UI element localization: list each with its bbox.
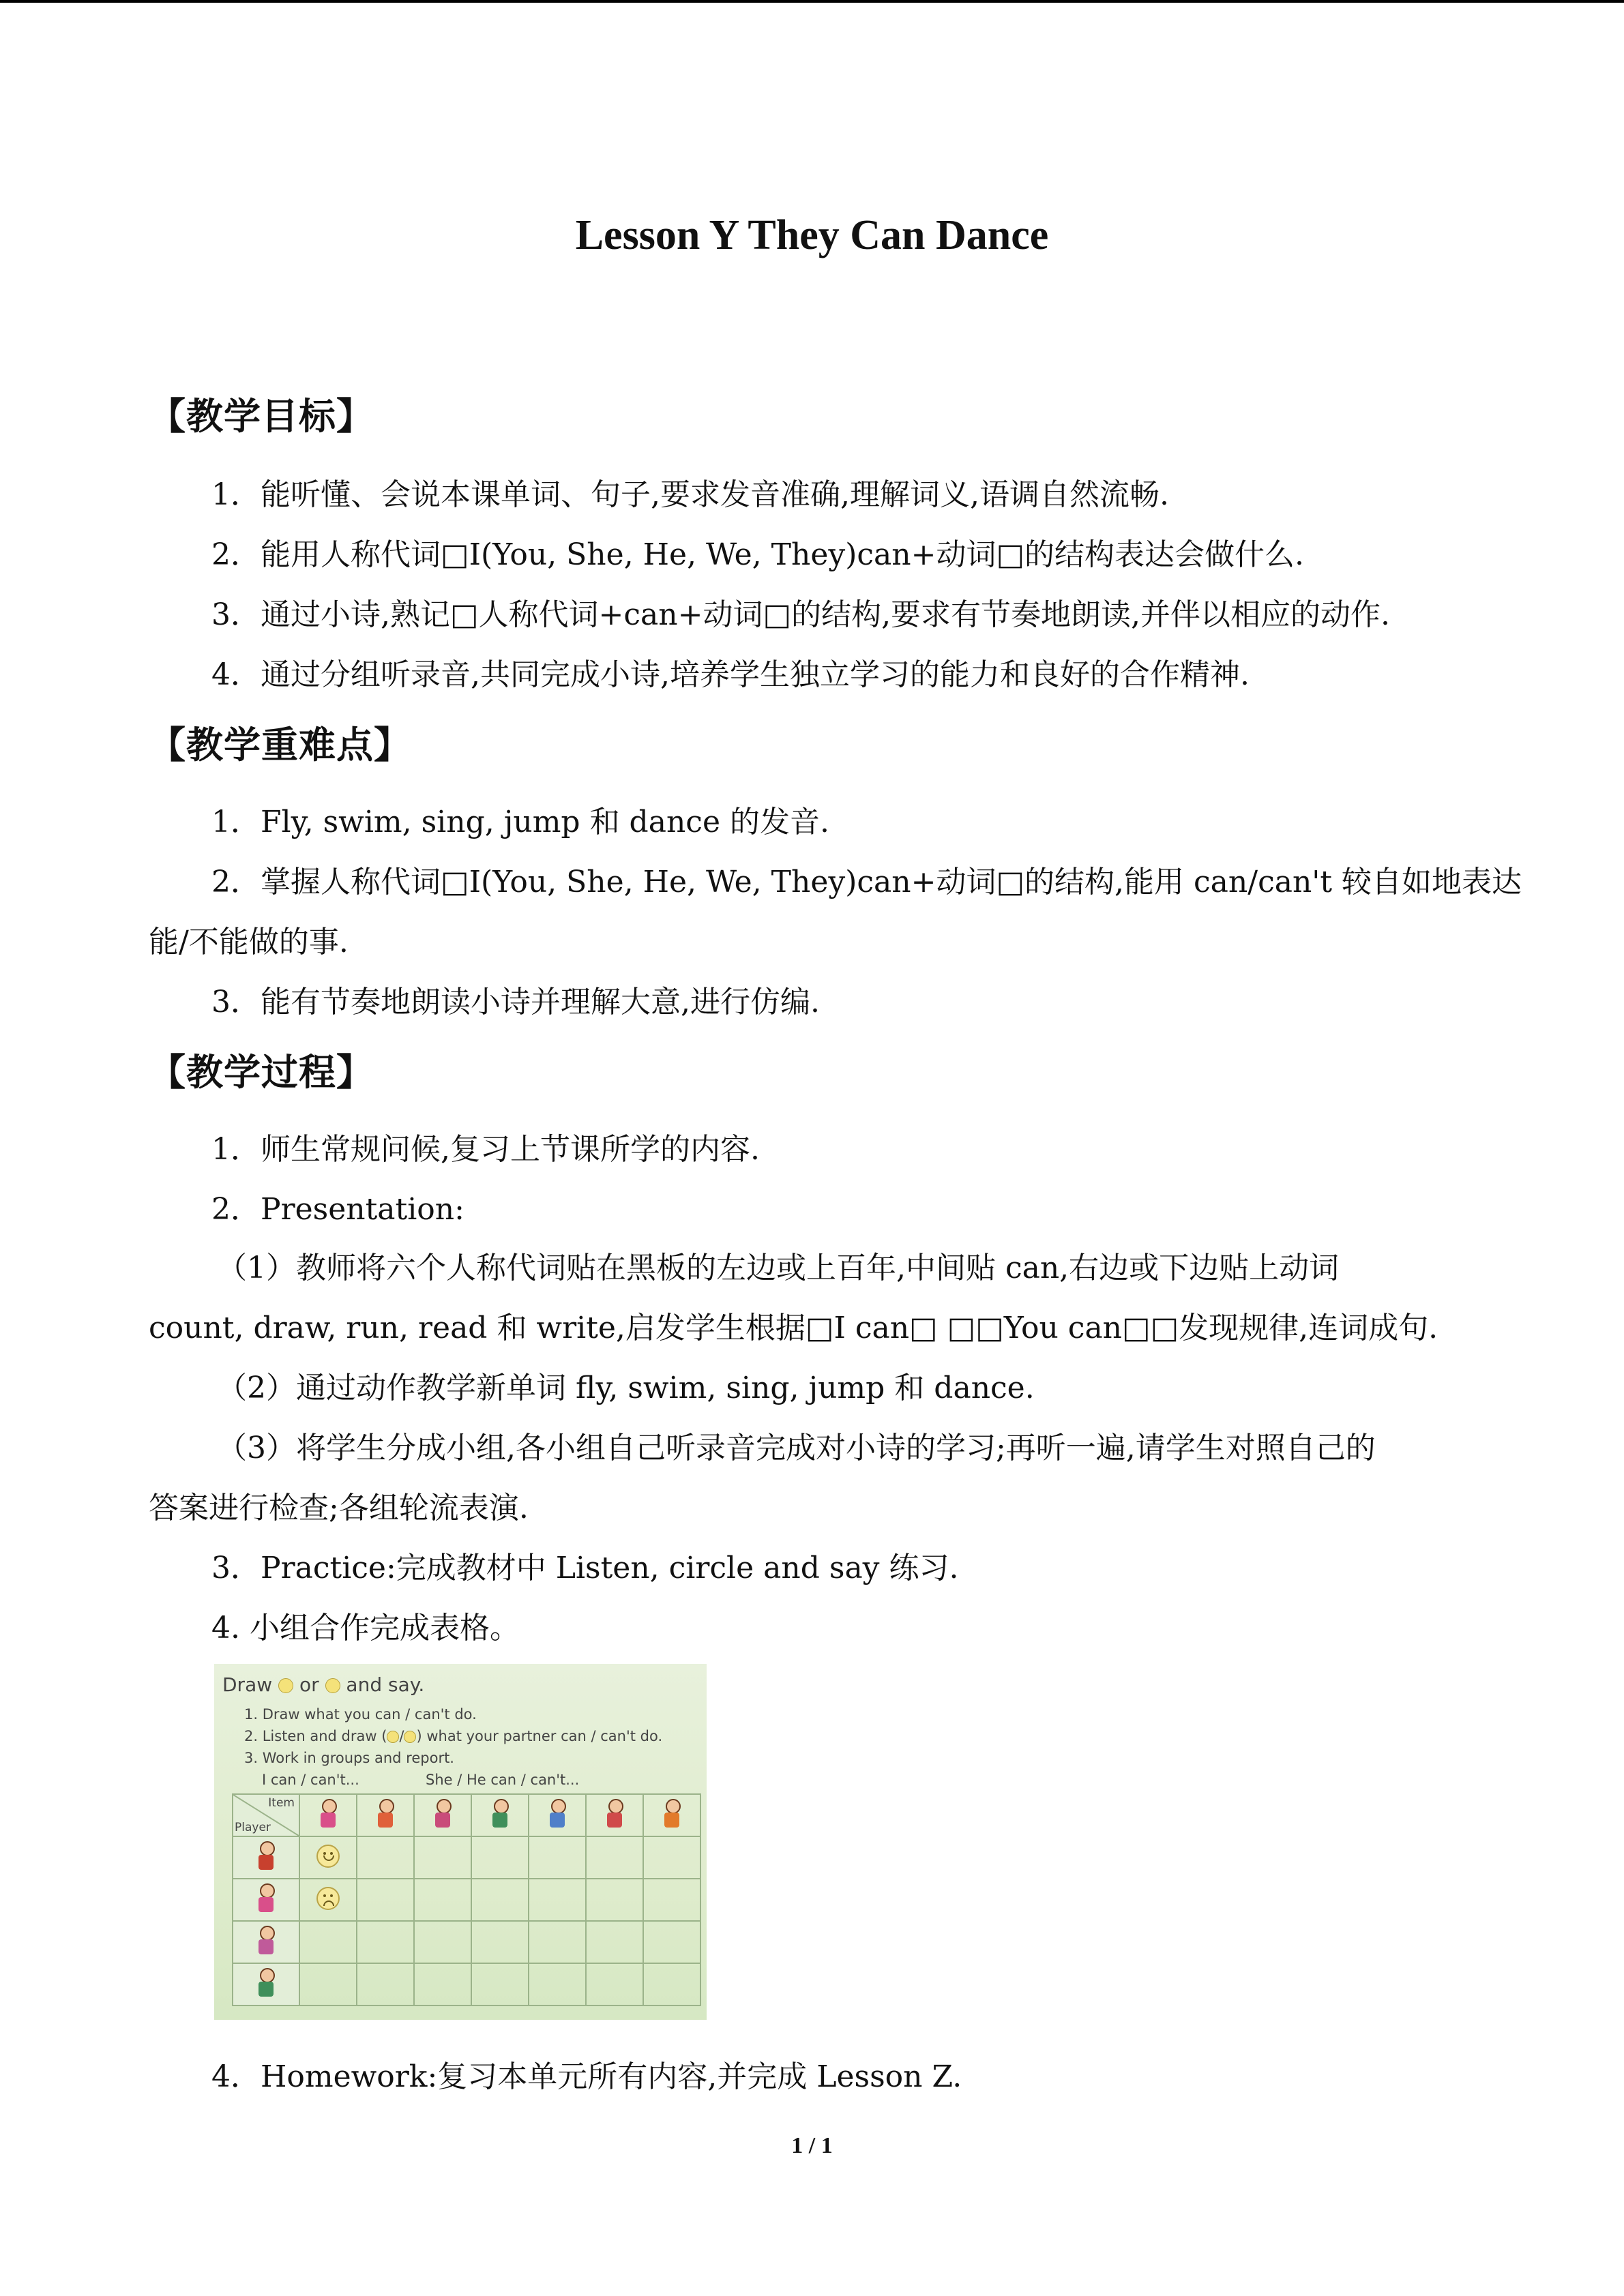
process-substep-continued: count, draw, run, read 和 write,启发学生根据□I can□ □□You can□□发现规律,连词成句. (149, 1311, 1438, 1345)
process-substep: （3）将学生分成小组,各小组自己听录音完成对小诗的学习;再听一遍,请学生对照自己的 (217, 1431, 1376, 1465)
sad-face-icon (316, 1887, 340, 1910)
answer-cell[interactable] (299, 1836, 357, 1879)
answer-cell[interactable] (357, 1963, 414, 2006)
answer-cell[interactable] (586, 1963, 643, 2006)
figure-title-text: or (299, 1673, 319, 1696)
process-step: 1．师生常规问候,复习上节课所学的内容. (211, 1132, 760, 1167)
item-header-cell (529, 1794, 586, 1836)
item-header-cell (414, 1794, 471, 1836)
figure-label-left: I can / can't... (262, 1772, 359, 1788)
answer-cell[interactable] (643, 1836, 700, 1879)
page-title: Lesson Y They Can Dance (575, 212, 1049, 258)
activity-figure-icon (660, 1799, 683, 1829)
answer-cell[interactable] (357, 1836, 414, 1879)
process-step: 2．Presentation: (211, 1192, 464, 1227)
activity-table (232, 1793, 701, 2006)
top-border (0, 0, 1624, 3)
figure-label-right: She / He can / can't... (426, 1772, 580, 1788)
process-step: 4. 小组合作完成表格。 (211, 1611, 520, 1645)
answer-cell[interactable] (471, 1963, 529, 2006)
objective-item: 2．能用人称代词□I(You, She, He, We, They)can+动词□的结构表达会做什么. (211, 537, 1305, 572)
sad-face-icon (325, 1678, 340, 1693)
player-cell (233, 1963, 299, 2006)
activity-figure-icon (546, 1799, 569, 1829)
activity-figure-icon (374, 1799, 397, 1829)
answer-cell[interactable] (414, 1963, 471, 2006)
process-substep: （2）通过动作教学新单词 fly, swim, sing, jump 和 dance. (217, 1371, 1035, 1405)
textbook-figure (214, 1664, 707, 2020)
process-substep: （1）教师将六个人称代词贴在黑板的左边或上百年,中间贴 can,右边或下边贴上动词 (217, 1251, 1340, 1285)
key-point-item: 3．能有节奏地朗读小诗并理解大意,进行仿编. (211, 985, 820, 1019)
answer-cell[interactable] (299, 1963, 357, 2006)
activity-figure-icon (431, 1799, 454, 1829)
player-figure-icon (254, 1968, 278, 1998)
smile-face-icon (278, 1678, 293, 1693)
figure-step: 3. Work in groups and report. (244, 1750, 454, 1766)
answer-cell[interactable] (529, 1836, 586, 1879)
answer-cell[interactable] (471, 1921, 529, 1963)
figure-title (222, 1673, 424, 1696)
answer-cell[interactable] (414, 1921, 471, 1963)
answer-cell[interactable] (643, 1963, 700, 2006)
corner-item-label: Item (268, 1796, 295, 1810)
process-step: 3．Practice:完成教材中 Listen, circle and say 练习. (211, 1551, 959, 1585)
answer-cell[interactable] (357, 1879, 414, 1921)
answer-cell[interactable] (586, 1836, 643, 1879)
objective-item: 1．能听懂、会说本课单词、句子,要求发音准确,理解词义,语调自然流畅. (211, 477, 1169, 512)
activity-figure-icon (603, 1799, 626, 1829)
answer-cell[interactable] (586, 1879, 643, 1921)
item-header-cell (586, 1794, 643, 1836)
key-point-item: 1．Fly, swim, sing, jump 和 dance 的发音. (211, 805, 829, 839)
figure-title-text: and say. (346, 1673, 425, 1696)
section-heading-key-points: 【教学重难点】 (149, 724, 411, 766)
smile-face-icon (316, 1845, 340, 1868)
key-point-item-continued: 能/不能做的事. (149, 925, 349, 959)
objective-item: 3．通过小诗,熟记□人称代词+can+动词□的结构,要求有节奏地朗读,并伴以相应的动作. (211, 597, 1391, 632)
player-cell (233, 1921, 299, 1963)
answer-cell[interactable] (529, 1879, 586, 1921)
figure-instructions (244, 1703, 662, 1769)
player-cell (233, 1836, 299, 1879)
player-figure-icon (254, 1841, 278, 1871)
answer-cell[interactable] (299, 1921, 357, 1963)
smile-face-icon (387, 1731, 399, 1743)
figure-step: 1. Draw what you can / can't do. (244, 1706, 477, 1723)
answer-cell[interactable] (643, 1921, 700, 1963)
figure-step: 2. Listen and draw ( / ) what your partner can / can't do. (244, 1728, 663, 1744)
answer-cell[interactable] (357, 1921, 414, 1963)
answer-cell[interactable] (529, 1921, 586, 1963)
figure-title-text: Draw (222, 1673, 273, 1696)
key-point-item: 2．掌握人称代词□I(You, She, He, We, They)can+动词□的结构,能用 can/can't 较自如地表达 (211, 865, 1522, 899)
player-cell (233, 1879, 299, 1921)
item-header-cell (643, 1794, 700, 1836)
objective-item: 4．通过分组听录音,共同完成小诗,培养学生独立学习的能力和良好的合作精神. (211, 657, 1250, 692)
table-corner-cell (233, 1794, 299, 1836)
answer-cell[interactable] (299, 1879, 357, 1921)
section-heading-objectives: 【教学目标】 (149, 395, 374, 438)
item-header-cell (471, 1794, 529, 1836)
answer-cell[interactable] (414, 1836, 471, 1879)
figure-step-text: 2. Listen and draw ( (244, 1728, 387, 1744)
process-step: 4．Homework:复习本单元所有内容,并完成 Lesson Z. (211, 2059, 962, 2094)
answer-cell[interactable] (586, 1921, 643, 1963)
player-figure-icon (254, 1926, 278, 1956)
item-header-cell (357, 1794, 414, 1836)
answer-cell[interactable] (414, 1879, 471, 1921)
sad-face-icon (404, 1731, 416, 1743)
section-heading-process: 【教学过程】 (149, 1051, 374, 1094)
answer-cell[interactable] (471, 1836, 529, 1879)
item-header-cell (299, 1794, 357, 1836)
activity-figure-icon (488, 1799, 512, 1829)
corner-player-label: Player (235, 1821, 271, 1834)
activity-figure-icon (316, 1799, 340, 1829)
process-substep-continued: 答案进行检查;各组轮流表演. (149, 1491, 529, 1525)
figure-step-text: ) what your partner can / can't do. (416, 1728, 663, 1744)
answer-cell[interactable] (471, 1879, 529, 1921)
page-number: 1 / 1 (791, 2133, 833, 2158)
player-figure-icon (254, 1883, 278, 1913)
answer-cell[interactable] (643, 1879, 700, 1921)
answer-cell[interactable] (529, 1963, 586, 2006)
